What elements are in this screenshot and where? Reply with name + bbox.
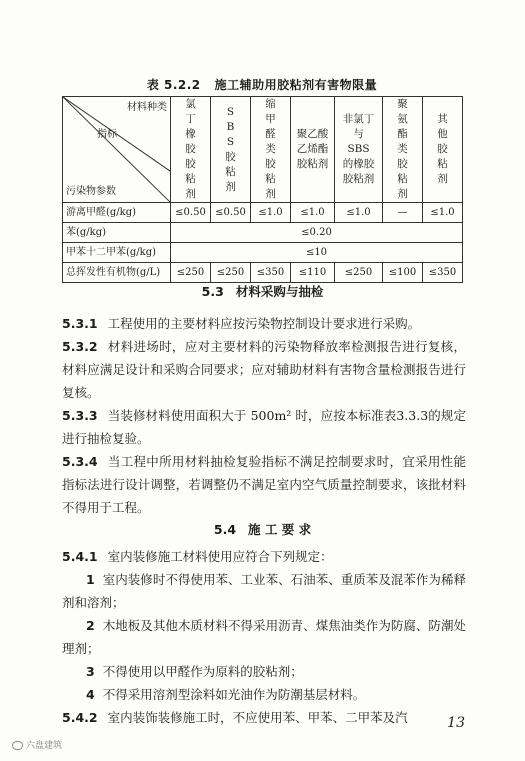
merged-cell: ≤0.20 xyxy=(171,223,463,243)
table-title: 施工辅助用胶粘剂有害物限量 xyxy=(214,78,378,92)
column-header: 非氯丁与SBS的橡胶胶粘剂 xyxy=(335,97,383,203)
list-item: 3 不得使用以甲醛作为原料的胶粘剂； xyxy=(86,664,303,679)
table-cell: ≤250 xyxy=(211,263,251,283)
section-heading-5-4: 5.4 施 工 要 求 xyxy=(213,522,312,537)
table-number: 表 5.2.2 xyxy=(146,78,201,92)
corner-label-material: 材料种类 xyxy=(127,102,167,113)
table-cell: ≤1.0 xyxy=(423,203,463,223)
source-watermark: 六盘建筑 xyxy=(12,738,62,751)
table-cell: ≤0.50 xyxy=(211,203,251,223)
table-header-row xyxy=(63,97,463,203)
table-cell: — xyxy=(383,203,423,223)
table-cell: ≤0.50 xyxy=(171,203,211,223)
clause-5-3-4: 5.3.4 当工程中所用材料抽检复验指标不满足控制要求时，宜采用性能指标法进行设计调整，若调整仍不满足室内空气质量控制要求，该批材料不得用于工程。 xyxy=(62,454,466,515)
table-cell: ≤1.0 xyxy=(335,203,383,223)
clause-5-4-2: 5.4.2 室内装饰装修施工时，不应使用苯、甲苯、二甲苯及汽 xyxy=(62,710,408,725)
wechat-icon xyxy=(12,741,23,750)
table-caption xyxy=(62,76,462,93)
row-label: 游离甲醛(g/kg) xyxy=(63,203,171,223)
list-item: 2 木地板及其他木质材料不得采用沥青、煤焦油类作为防腐、防潮处理剂； xyxy=(62,618,466,656)
table-row xyxy=(63,243,463,263)
table-cell: ≤1.0 xyxy=(251,203,291,223)
table-cell: ≤350 xyxy=(251,263,291,283)
table-cell: ≤250 xyxy=(171,263,211,283)
table-row xyxy=(63,223,463,243)
corner-label-pollutant: 污染物参数 xyxy=(66,186,116,197)
section-heading-5-3: 5.3 材料采购与抽检 xyxy=(201,284,324,299)
column-header: 其他胶粘剂 xyxy=(423,97,463,203)
adhesive-limits-table xyxy=(62,96,463,283)
row-label: 总挥发性有机物(g/L) xyxy=(63,263,171,283)
table-cell: ≤250 xyxy=(335,263,383,283)
row-label: 苯(g/kg) xyxy=(63,223,171,243)
clause-5-3-3: 5.3.3 当装修材料使用面积大于 500m² 时，应按本标准表3.3.3的规定进行抽检复验。 xyxy=(62,408,466,446)
list-item: 4 不得采用溶剂型涂料如光油作为防潮基层材料。 xyxy=(86,687,366,702)
merged-cell: ≤10 xyxy=(171,243,463,263)
clause-5-4-1: 5.4.1 室内装修施工材料使用应符合下列规定： xyxy=(62,549,333,564)
table-row xyxy=(63,263,463,283)
table-cell: ≤350 xyxy=(423,263,463,283)
table-cell: ≤110 xyxy=(291,263,335,283)
table-corner-cell xyxy=(63,97,171,203)
clause-5-3-1: 5.3.1 工程使用的主要材料应按污染物控制设计要求进行采购。 xyxy=(62,316,421,331)
column-header: SBS胶粘剂 xyxy=(211,97,251,203)
clause-5-3-2: 5.3.2 材料进场时，应对主要材料的污染物释放率检测报告进行复核，材料应满足设计和采购合同要求；应对辅助材料有害物含量检测报告进行复核。 xyxy=(62,339,466,400)
list-item: 1 室内装修时不得使用苯、工业苯、石油苯、重质苯及混苯作为稀释剂和溶剂； xyxy=(62,572,466,610)
column-header: 氯丁橡胶胶粘剂 xyxy=(171,97,211,203)
column-header: 聚氨酯类胶粘剂 xyxy=(383,97,423,203)
page-number: 13 xyxy=(447,715,465,731)
corner-label-indicator: 指标 xyxy=(97,129,117,140)
table-cell: ≤1.0 xyxy=(291,203,335,223)
column-header: 聚乙酸乙烯酯胶粘剂 xyxy=(291,97,335,203)
row-label: 甲苯十二甲苯(g/kg) xyxy=(63,243,171,263)
table-cell: ≤100 xyxy=(383,263,423,283)
table-row xyxy=(63,203,463,223)
column-header: 缩甲醛类胶粘剂 xyxy=(251,97,291,203)
